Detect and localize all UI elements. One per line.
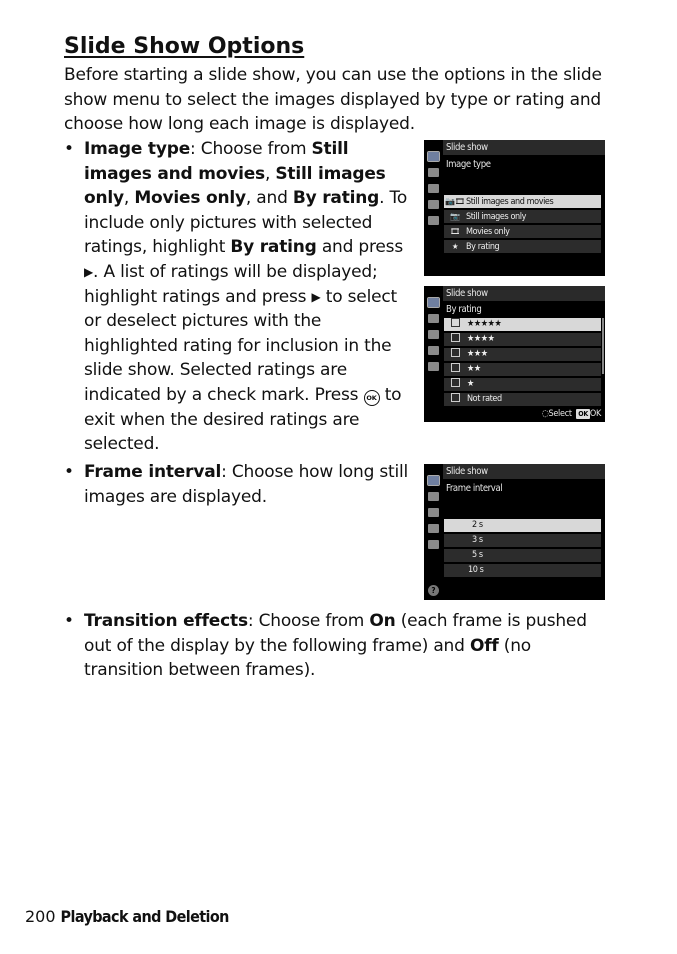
shooting-menu-icon <box>428 492 439 501</box>
retouch-menu-icon <box>428 346 439 355</box>
setup-menu-icon <box>428 330 439 339</box>
checkbox-icon[interactable] <box>451 318 460 327</box>
menu-item[interactable]: 📷🎞Still images and movies <box>444 195 601 208</box>
right-arrow-icon: ▶ <box>84 264 94 279</box>
checkbox-icon[interactable] <box>451 378 460 387</box>
checkbox-icon[interactable] <box>451 333 460 342</box>
rating-item[interactable] <box>444 318 601 331</box>
recent-settings-icon <box>428 362 439 371</box>
screen-subtitle: Image type <box>446 159 491 170</box>
menu-item[interactable]: 📷 Still images only <box>444 210 601 223</box>
camera-screen-frame-interval <box>424 464 605 600</box>
menu-item[interactable]: ★ By rating <box>444 240 601 253</box>
screen-header: Slide show <box>443 464 605 479</box>
page-footer <box>25 906 229 928</box>
screen-header: Slide show <box>443 140 605 155</box>
section-title: Slide Show Options <box>64 34 305 59</box>
ok-button-icon: OK <box>578 410 588 418</box>
rating-item[interactable] <box>444 378 601 391</box>
menu-item[interactable]: 🎞 Movies only <box>444 225 601 238</box>
star-icon: ★ <box>451 242 459 251</box>
bullet-mark: • <box>64 462 74 482</box>
setup-menu-icon <box>428 508 439 517</box>
checkbox-icon[interactable] <box>451 363 460 372</box>
page-number: 200 <box>25 907 56 926</box>
stars: ★★★ <box>467 349 488 359</box>
playback-menu-icon <box>428 298 439 307</box>
rating-item[interactable] <box>444 348 601 361</box>
menu-sidebar <box>424 140 443 276</box>
recent-settings-icon <box>428 216 439 225</box>
term: Image type <box>84 139 191 159</box>
checkbox-icon[interactable] <box>451 348 460 357</box>
bullet-mark: • <box>64 611 74 631</box>
screen-subtitle: By rating <box>446 304 482 315</box>
menu-sidebar <box>424 286 443 422</box>
screen-footer: ◌Select OK OK <box>541 409 601 419</box>
screen-subtitle: Frame interval <box>446 483 503 494</box>
bullet-image-type-text: Image type: Choose from Still images and movies, Still images only, Movies only, and By rating. To include only pictures with selected ratings, highlight By rating and press ▶. A list of ratings will be displayed; highlight ratings and press ▶ to select or deselect pictures with the highlighted rating for inclusion in the slide show. Selected ratings are indicated by a check mark. Press OK to exit when the desired ratings are selected. <box>84 139 408 455</box>
menu-sidebar <box>424 464 443 600</box>
interval-item[interactable]: 2 s <box>444 519 601 532</box>
stars: ★★ <box>467 364 481 374</box>
playback-menu-icon <box>428 476 439 485</box>
retouch-menu-icon <box>428 524 439 533</box>
playback-menu-icon <box>428 152 439 161</box>
rating-item[interactable] <box>444 333 601 346</box>
scrollbar[interactable] <box>602 318 604 374</box>
camera-icon: 📷 <box>450 212 460 221</box>
bullet-frame-interval-text: Frame interval: Choose how long still images are displayed. <box>84 462 409 507</box>
stars: ★ <box>467 379 474 389</box>
stars: ★★★★★ <box>467 319 502 329</box>
ok-button-icon: OK <box>364 390 380 406</box>
shooting-menu-icon <box>428 168 439 177</box>
help-icon[interactable]: ? <box>428 585 439 596</box>
checkbox-icon[interactable] <box>451 393 460 402</box>
setup-menu-icon <box>428 184 439 193</box>
bullet-mark: • <box>64 139 74 159</box>
retouch-menu-icon <box>428 200 439 209</box>
camera-screen-by-rating <box>424 286 605 422</box>
intro-paragraph: Before starting a slide show, you can use the options in the slide show menu to select the images displayed by type or rating and choose how long each image is displayed. <box>64 65 602 134</box>
interval-item[interactable]: 5 s <box>444 549 601 562</box>
interval-item[interactable]: 10 s <box>444 564 601 577</box>
section-name: Playback and Deletion <box>60 907 229 926</box>
shooting-menu-icon <box>428 314 439 323</box>
screen-header: Slide show <box>443 286 605 301</box>
recent-settings-icon <box>428 540 439 549</box>
multi-selector-icon: ◌ <box>541 409 549 419</box>
rating-item[interactable] <box>444 363 601 376</box>
movie-icon: 🎞 <box>450 227 460 236</box>
still-movie-icon: 📷🎞 <box>445 197 465 206</box>
camera-screen-image-type <box>424 140 605 276</box>
right-arrow-icon: ▶ <box>311 289 321 304</box>
interval-item[interactable]: 3 s <box>444 534 601 547</box>
stars: ★★★★ <box>467 334 495 344</box>
bullet-transition-text: Transition effects: Choose from On (each frame is pushed out of the display by the following frame) and Off (no transition between frames). <box>84 611 587 681</box>
rating-item[interactable]: Not rated <box>444 393 601 406</box>
